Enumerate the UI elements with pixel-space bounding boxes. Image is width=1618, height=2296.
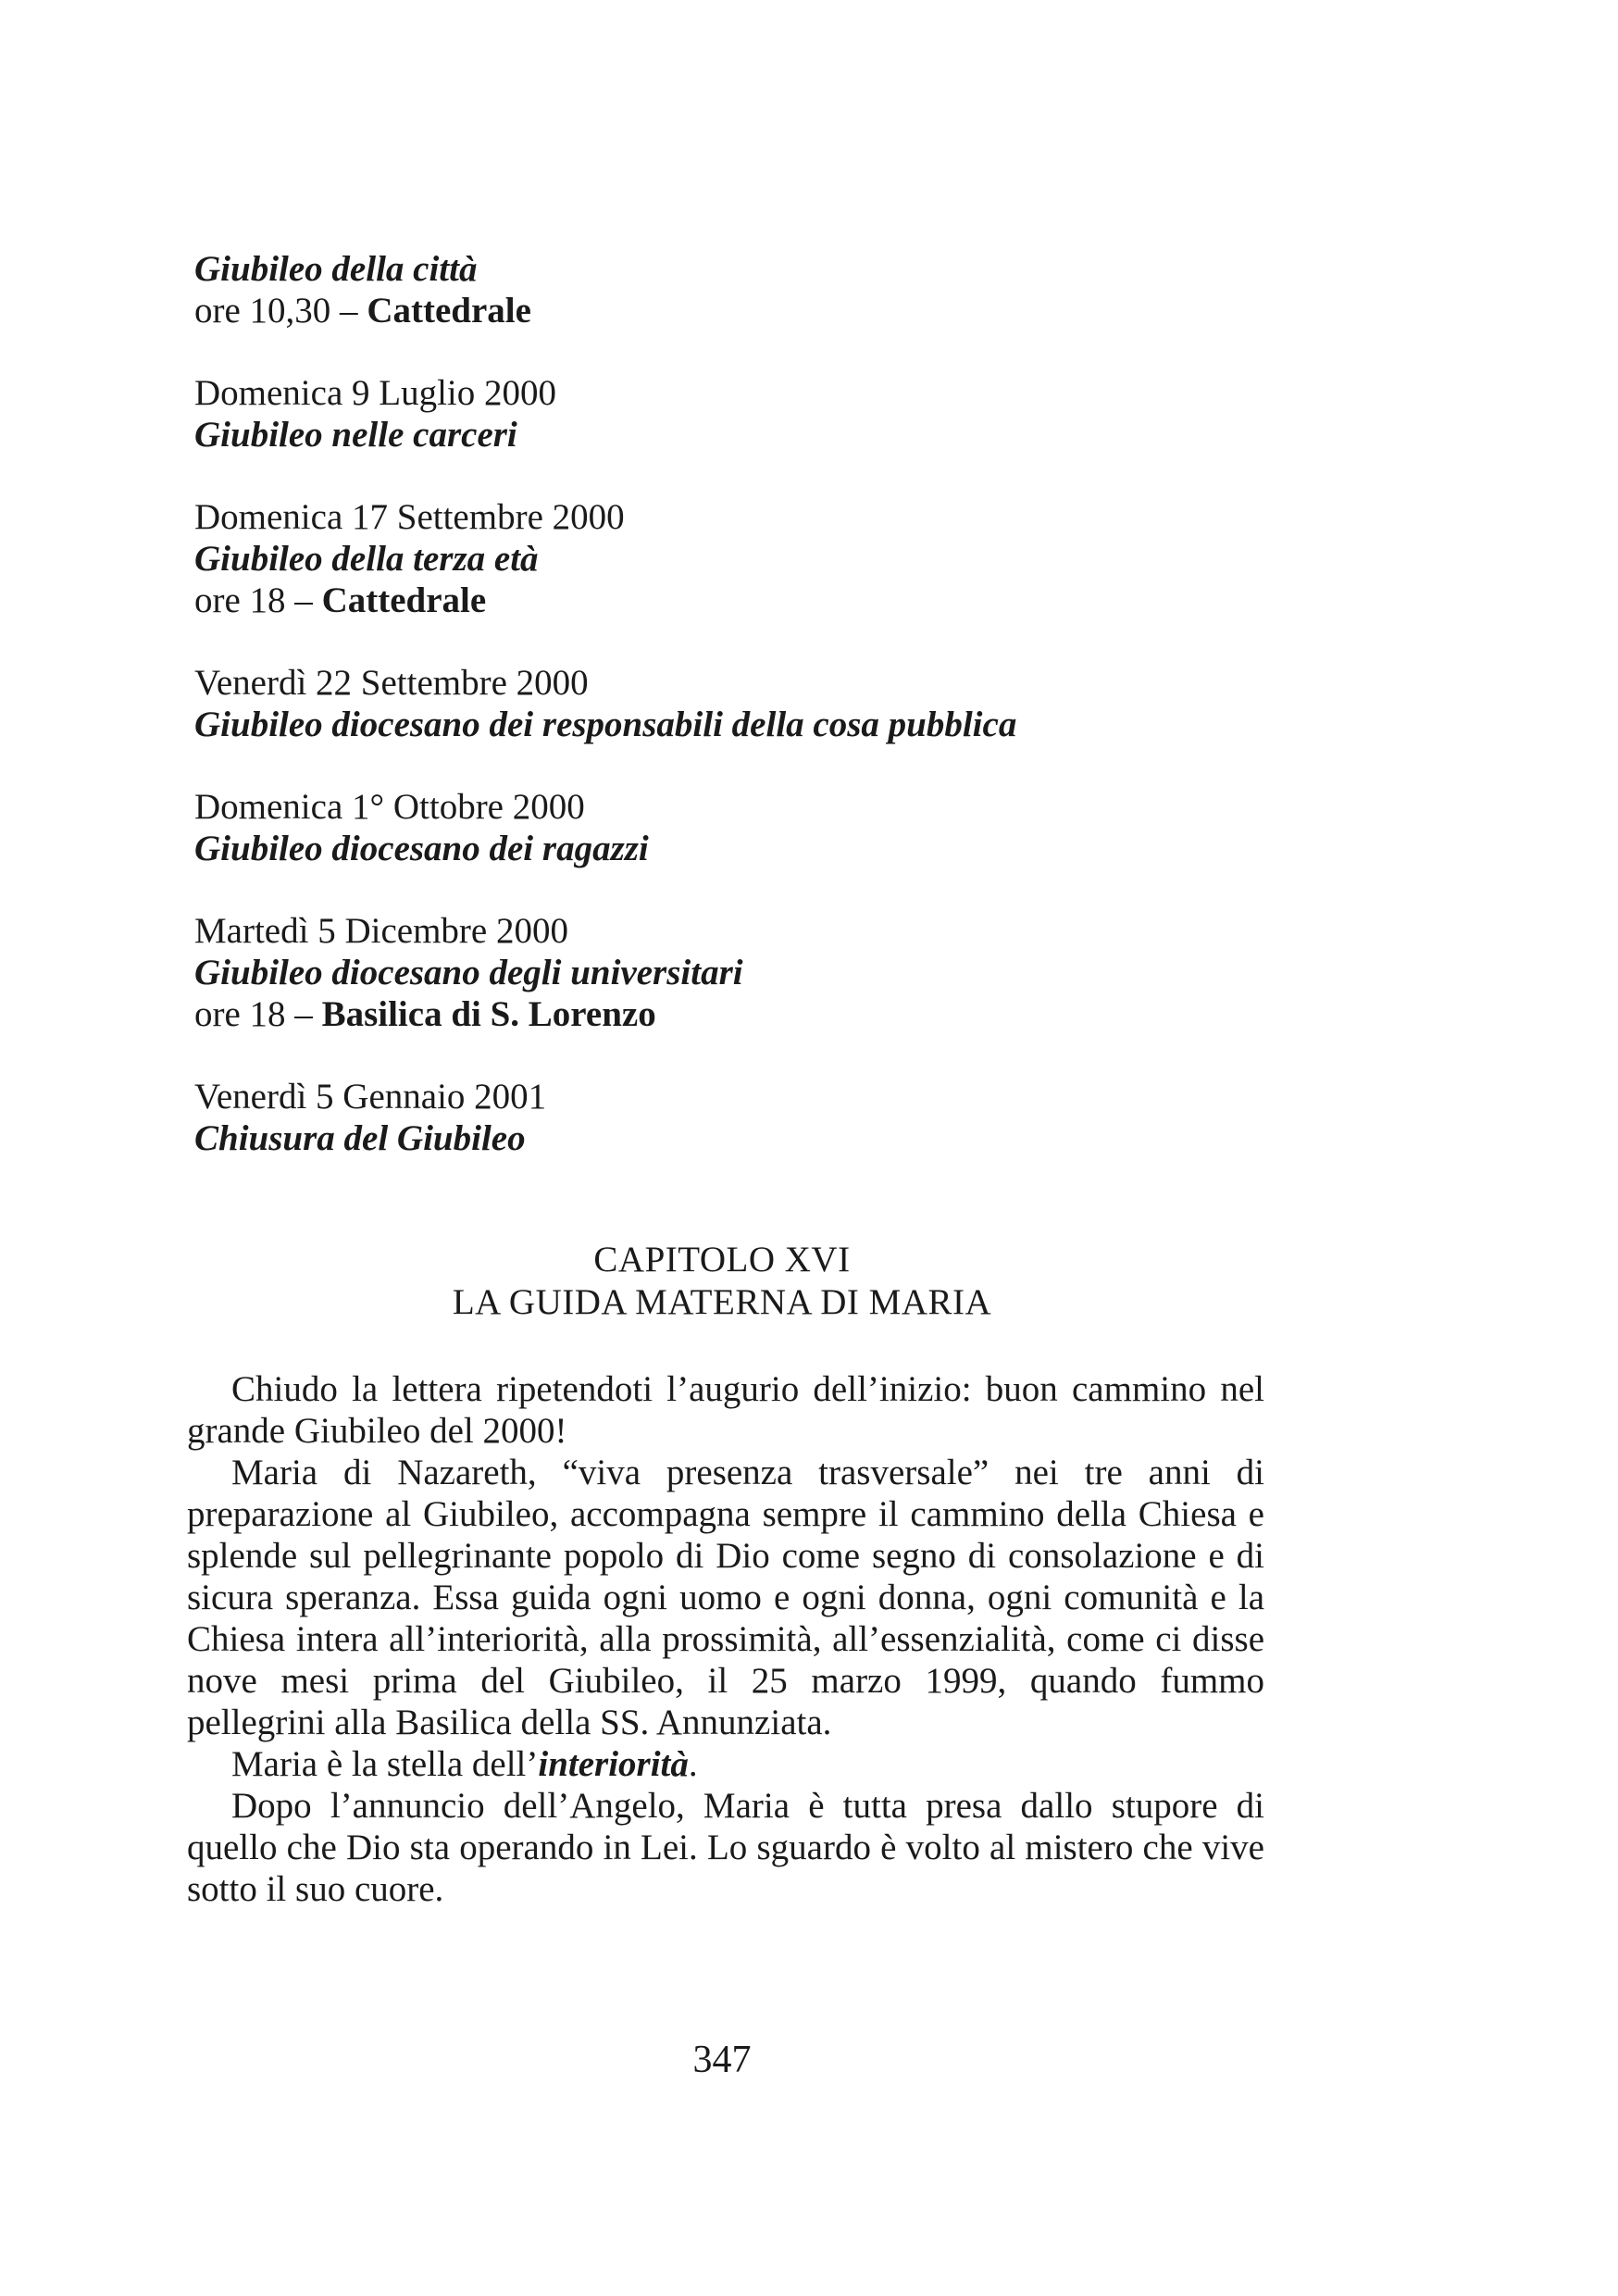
entry-date: Domenica 9 Luglio 2000 [194, 373, 557, 413]
schedule-entry [194, 248, 1435, 331]
chapter-heading [0, 1239, 1444, 1324]
entry-place: Cattedrale [321, 580, 487, 620]
schedule-entry [194, 910, 1435, 1035]
entry-place: Basilica di S. Lorenzo [321, 994, 656, 1034]
entry-date: Martedì 5 Dicembre 2000 [194, 911, 568, 951]
entry-title: Giubileo nelle carceri [194, 415, 517, 455]
chapter-number: CAPITOLO XVI [593, 1240, 851, 1279]
entry-time-prefix: ore 10,30 – [194, 291, 367, 331]
entry-place: Cattedrale [367, 291, 531, 331]
entry-time [194, 993, 1435, 1035]
entry-date: Venerdì 5 Gennaio 2001 [194, 1077, 547, 1117]
entry-time [194, 580, 1435, 621]
entry-title: Giubileo diocesano dei responsabili della cosa pubblica [194, 705, 1017, 744]
chapter-title: LA GUIDA MATERNA DI MARIA [452, 1282, 992, 1322]
page-number: 347 [692, 2039, 752, 2081]
entry-title: Giubileo della terza età [194, 539, 539, 579]
entry-title: Chiusura del Giubileo [194, 1118, 526, 1158]
entry-date: Domenica 17 Settembre 2000 [194, 497, 625, 537]
paragraph [187, 1743, 1264, 1785]
entry-title: Giubileo della città [194, 249, 478, 289]
entry-time [194, 290, 1435, 331]
entry-title: Giubileo diocesano dei ragazzi [194, 829, 649, 868]
chapter-body [187, 1368, 1264, 1910]
schedule-entry [194, 1076, 1435, 1159]
entry-date: Domenica 1° Ottobre 2000 [194, 787, 585, 827]
paragraph-text: . [688, 1744, 698, 1784]
schedule-entry [194, 662, 1435, 745]
entry-title: Giubileo diocesano degli universitari [194, 953, 743, 992]
jubilee-schedule [194, 248, 1435, 1200]
schedule-entry [194, 496, 1435, 621]
schedule-entry [194, 786, 1435, 869]
paragraph-text: Maria è la stella dell’ [231, 1744, 539, 1784]
emphasis-text: interiorità [538, 1744, 689, 1784]
schedule-entry [194, 372, 1435, 455]
entry-time-prefix: ore 18 – [194, 994, 322, 1034]
entry-date: Venerdì 22 Settembre 2000 [194, 663, 589, 703]
paragraph: Chiudo la lettera ripetendoti l’augurio dell’inizio: buon cammino nel grande Giubileo del 2000! [187, 1369, 1264, 1451]
entry-time-prefix: ore 18 – [194, 580, 322, 620]
paragraph: Dopo l’annuncio dell’Angelo, Maria è tutta presa dallo stupore di quello che Dio sta operando in Lei. Lo sguardo è volto al mistero che vive sotto il suo cuore. [187, 1786, 1264, 1909]
paragraph: Maria di Nazareth, “viva presenza trasversale” nei tre anni di preparazione al Giubileo, accompagna sempre il cammino della Chiesa e splende sul pellegrinante popolo di Dio come segno di consolazione e di sicura speranza. Essa guida ogni uomo e ogni donna, ogni comunità e la Chiesa intera all’interiorità, alla prossimità, all’essenzialità, come ci disse nove mesi prima del Giubileo, il 25 marzo 1999, quando fummo pellegrini alla Basilica della SS. Annunziata. [187, 1453, 1264, 1742]
